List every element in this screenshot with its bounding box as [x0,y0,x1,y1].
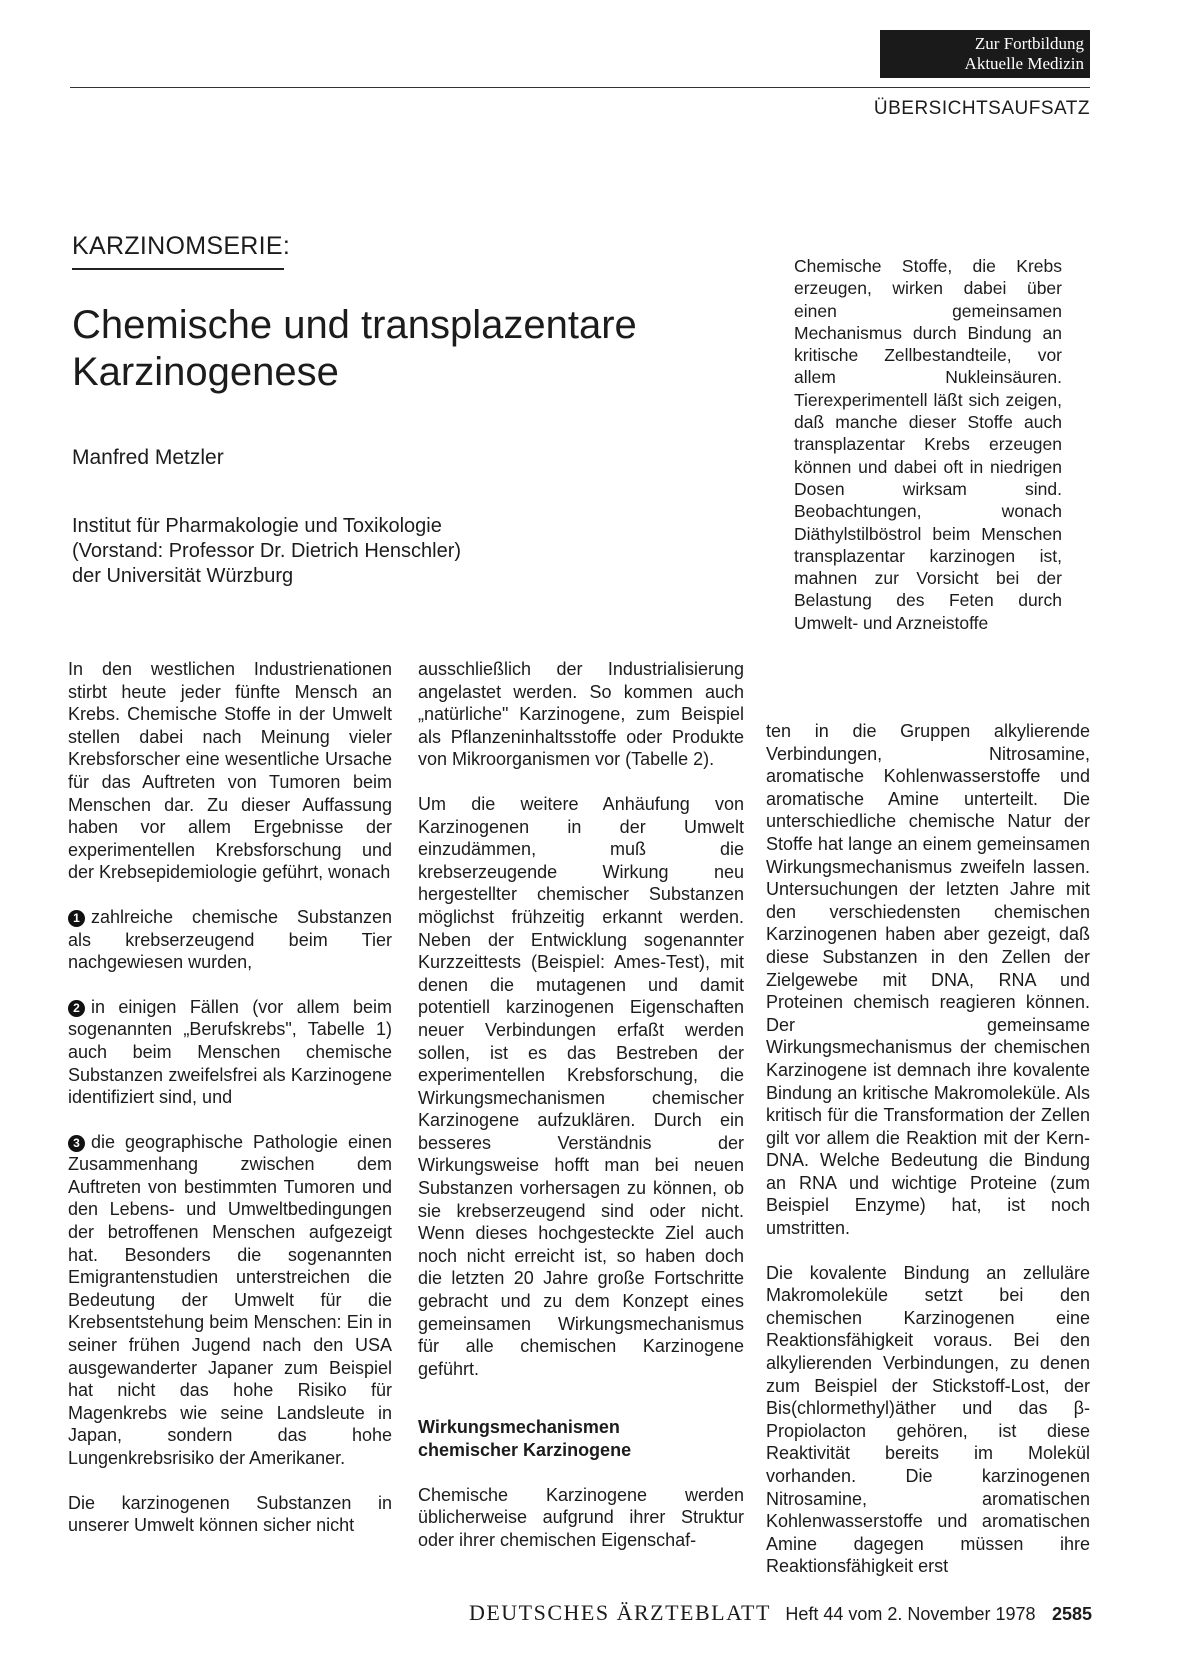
numbered-item-1 [68,906,392,974]
number-1-icon: 1 [68,910,85,927]
section-heading [418,1416,744,1461]
text-column-3 [766,720,1090,1600]
summary-abstract: Chemische Stoffe, die Krebs erzeugen, wirken dabei über einen gemeinsamen Mechanismus durch Bindung an kritische Zellbestandteile, vor allem Nukleinsäuren. Tierexperimentell läßt sich zeigen, daß manche dieser Stoffe auch transplazentar Krebs erzeugen können und dabei oft in niedrigen Dosen wirksam sind. Beobachtungen, wonach Diäthylstilböstrol beim Menschen transplazentar karzinogen ist, mahnen zur Vorsicht bei der Belastung des Feten durch Umwelt- und Arzneistoffe [794,256,1062,633]
text-column-1 [68,658,392,1559]
item-text: die geographische Pathologie einen Zusammenhang zwischen dem Auftreten von bestimmten Tumoren und den Lebens- und Umweltbedingungen der betroffenen Menschen aufgezeigt hat. Besonders die sogenannten Emigrantenstudien unterstreichen die Bedeutung der Umwelt für die Krebsentstehung beim Menschen: Ein in seiner frühen Jugend nach den USA ausgewanderter Japaner zum Beispiel hat nicht das hohe Risiko für Magenkrebs wie seine Landsleute in Japan, sondern das hohe Lungenkrebsrisiko der Amerikaner. [68,1131,392,1468]
heading-line-1: Wirkungsmechanismen [418,1417,620,1438]
page-number: 2585 [1051,1604,1092,1624]
badge-line-2: Aktuelle Medizin [964,54,1084,73]
paragraph: Chemische Karzinogene werden üblicherweise aufgrund ihrer Struktur oder ihrer chemischen Eigenschaf- [418,1484,744,1550]
title-line-1: Chemische und transplazentare [72,303,637,347]
journal-name: DEUTSCHES ÄRZTEBLATT [468,1600,771,1625]
article-title [72,302,712,396]
affiliation-line-2: (Vorstand: Professor Dr. Dietrich Henschler) [72,540,462,562]
item-text: zahlreiche chemische Substanzen als krebserzeugend beim Tier nachgewiesen wurden, [68,906,392,973]
paragraph: ausschließlich der Industrialisierung angelastet werden. So kommen auch „natürliche" Karzinogene, zum Beispiel als Pflanzeninhaltsstoffe oder Produkte von Mikroorganismen vor (Tabelle 2). [418,659,744,770]
affiliation-line-3: der Universität Würzburg [72,565,294,587]
issue-info: Heft 44 vom 2. November 1978 [785,1604,1036,1624]
journal-section-badge [880,30,1090,78]
affiliation-line-1: Institut für Pharmakologie und Toxikologie [72,515,442,537]
series-underline [72,268,284,270]
header-rule [70,87,1090,88]
paragraph: Die kovalente Bindung an zelluläre Makromoleküle setzt bei den chemischen Karzinogenen eine Reaktionsfähigkeit voraus. Bei den alkylierenden Verbindungen, zu denen zum Beispiel der Stickstoff-Lost, der Bis(chlormethyl)äther und das β-Propiolacton gehören, ist diese Reaktivität bereits im Molekül vorhanden. Die karzinogenen Nitrosamine, aromatischen Kohlenwasserstoffe und aromatischen Amine dagegen müssen ihre Reaktionsfähigkeit erst [766,1262,1090,1577]
title-line-2: Karzinogenese [72,350,339,394]
paragraph: Die karzinogenen Substanzen in unserer Umwelt können sicher nicht [68,1492,392,1536]
badge-line-1: Zur Fortbildung [974,34,1084,53]
item-text: in einigen Fällen (vor allem beim sogenannten „Berufskrebs", Tabelle 1) auch beim Menschen chemische Substanzen zweifelsfrei als Karzinogene identifiziert sind, und [68,996,392,1108]
numbered-item-3 [68,1131,392,1470]
paragraph: ten in die Gruppen alkylierende Verbindungen, Nitrosamine, aromatische Kohlenwasserstoffe und aromatische Amine unterteilt. Die unterschiedliche chemische Natur der Stoffe hat lange an einem gemeinsamen Wirkungsmechanismus zweifeln lassen. Untersuchungen der letzten Jahre mit den verschiedensten chemischen Karzinogenen haben aber gezeigt, daß diese Substanzen in den Zellen der Zielgewebe mit DNA, RNA und Proteinen chemisch reagieren können. Der gemeinsame Wirkungsmechanismus der chemischen Karzinogene ist demnach ihre kovalente Bindung an kritische Makromoleküle. Als kritisch für die Transformation der Zellen gilt vor allem die Reaktion mit der Kern-DNA. Welche Bedeutung die Bindung an RNA und wichtige Proteine (zum Beispiel Enzyme) hat, ist noch umstritten. [766,721,1090,1239]
author: Manfred Metzler [72,446,224,469]
paragraph: In den westlichen Industrienationen stirbt heute jeder fünfte Mensch an Krebs. Chemische Stoffe in der Umwelt stellen dabei nach Meinung vieler Krebsforscher eine wesentliche Ursache für das Auftreten von Tumoren beim Menschen dar. Zu dieser Auffassung haben vor allem Ergebnisse der experimentellen Krebsforschung und der Krebsepidemiologie geführt, wonach [68,659,392,883]
series-label: KARZINOMSERIE: [72,232,291,260]
number-2-icon: 2 [68,1000,85,1017]
page-footer [412,1600,1092,1626]
text-column-2 [418,658,744,1573]
number-3-icon: 3 [68,1135,85,1152]
heading-line-2: chemischer Karzinogene [418,1440,632,1460]
numbered-item-2 [68,996,392,1109]
affiliation [72,514,461,589]
section-label: ÜBERSICHTSAUFSATZ [873,98,1090,119]
paragraph: Um die weitere Anhäufung von Karzinogenen in der Umwelt einzudämmen, muß die krebserzeugende Wirkung neu hergestellter chemischer Substanzen möglichst frühzeitig erkannt werden. Neben der Entwicklung sogenannter Kurzzeittests (Beispiel: Ames-Test), mit denen die mutagenen und damit potentiell karzinogenen Eigenschaften neuer Verbindungen erfaßt werden sollen, ist es das Bestreben der experimentellen Krebsforschung, die Wirkungsmechanismen chemischer Karzinogene aufzuklären. Durch ein besseres Verständnis der Wirkungsweise hofft man bei neuen Substanzen vorhersagen zu können, ob sie krebserzeugend sind oder nicht. Wenn dieses hochgesteckte Ziel auch noch nicht erreicht ist, so haben doch die letzten 20 Jahre große Fortschritte gebracht und zu dem Konzept eines gemeinsamen Wirkungsmechanismus für alle chemischen Karzinogene geführt. [418,793,744,1379]
